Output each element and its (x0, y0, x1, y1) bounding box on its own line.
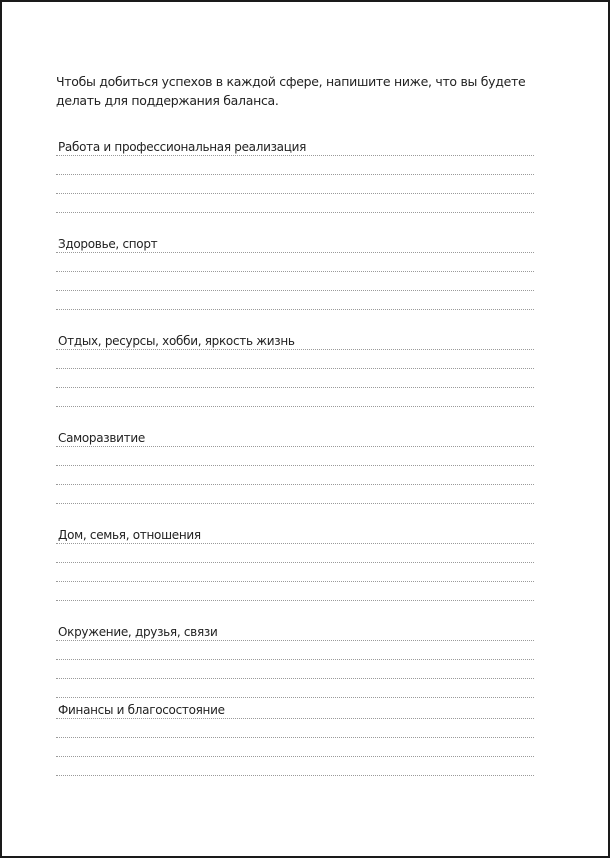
section-title: Работа и профессиональная реализация (58, 140, 307, 154)
section-title: Здоровье, спорт (58, 237, 158, 251)
section-title: Финансы и благосостояние (58, 703, 225, 717)
writing-line[interactable] (56, 600, 534, 601)
section-health (56, 236, 534, 310)
writing-line[interactable] (56, 737, 534, 738)
writing-line[interactable] (56, 271, 534, 272)
writing-line[interactable] (56, 349, 534, 350)
writing-line[interactable] (56, 503, 534, 504)
writing-line[interactable] (56, 543, 534, 544)
writing-line[interactable] (56, 775, 534, 776)
writing-line[interactable] (56, 290, 534, 291)
section-rest (56, 333, 534, 407)
writing-line[interactable] (56, 174, 534, 175)
writing-line[interactable] (56, 718, 534, 719)
instructions (56, 72, 556, 110)
writing-line[interactable] (56, 252, 534, 253)
writing-line[interactable] (56, 697, 534, 698)
writing-line[interactable] (56, 387, 534, 388)
section-finance (56, 702, 534, 776)
writing-line[interactable] (56, 756, 534, 757)
writing-line[interactable] (56, 406, 534, 407)
writing-line[interactable] (56, 659, 534, 660)
writing-line[interactable] (56, 678, 534, 679)
writing-line[interactable] (56, 465, 534, 466)
writing-line[interactable] (56, 368, 534, 369)
instructions-line-2: делать для поддержания баланса. (56, 93, 279, 108)
section-home-family (56, 527, 534, 601)
writing-line[interactable] (56, 212, 534, 213)
instructions-line-1: Чтобы добиться успехов в каждой сфере, напишите ниже, что вы будете (56, 74, 526, 89)
writing-line[interactable] (56, 193, 534, 194)
section-title: Дом, семья, отношения (58, 528, 201, 542)
writing-line[interactable] (56, 309, 534, 310)
writing-line[interactable] (56, 581, 534, 582)
section-work (56, 139, 534, 213)
section-title: Саморазвитие (58, 431, 145, 445)
writing-line[interactable] (56, 484, 534, 485)
section-friends (56, 624, 534, 698)
writing-line[interactable] (56, 155, 534, 156)
section-title: Отдых, ресурсы, хобби, яркость жизнь (58, 334, 295, 348)
section-title: Окружение, друзья, связи (58, 625, 218, 639)
writing-line[interactable] (56, 640, 534, 641)
section-self-development (56, 430, 534, 504)
writing-line[interactable] (56, 446, 534, 447)
writing-line[interactable] (56, 562, 534, 563)
